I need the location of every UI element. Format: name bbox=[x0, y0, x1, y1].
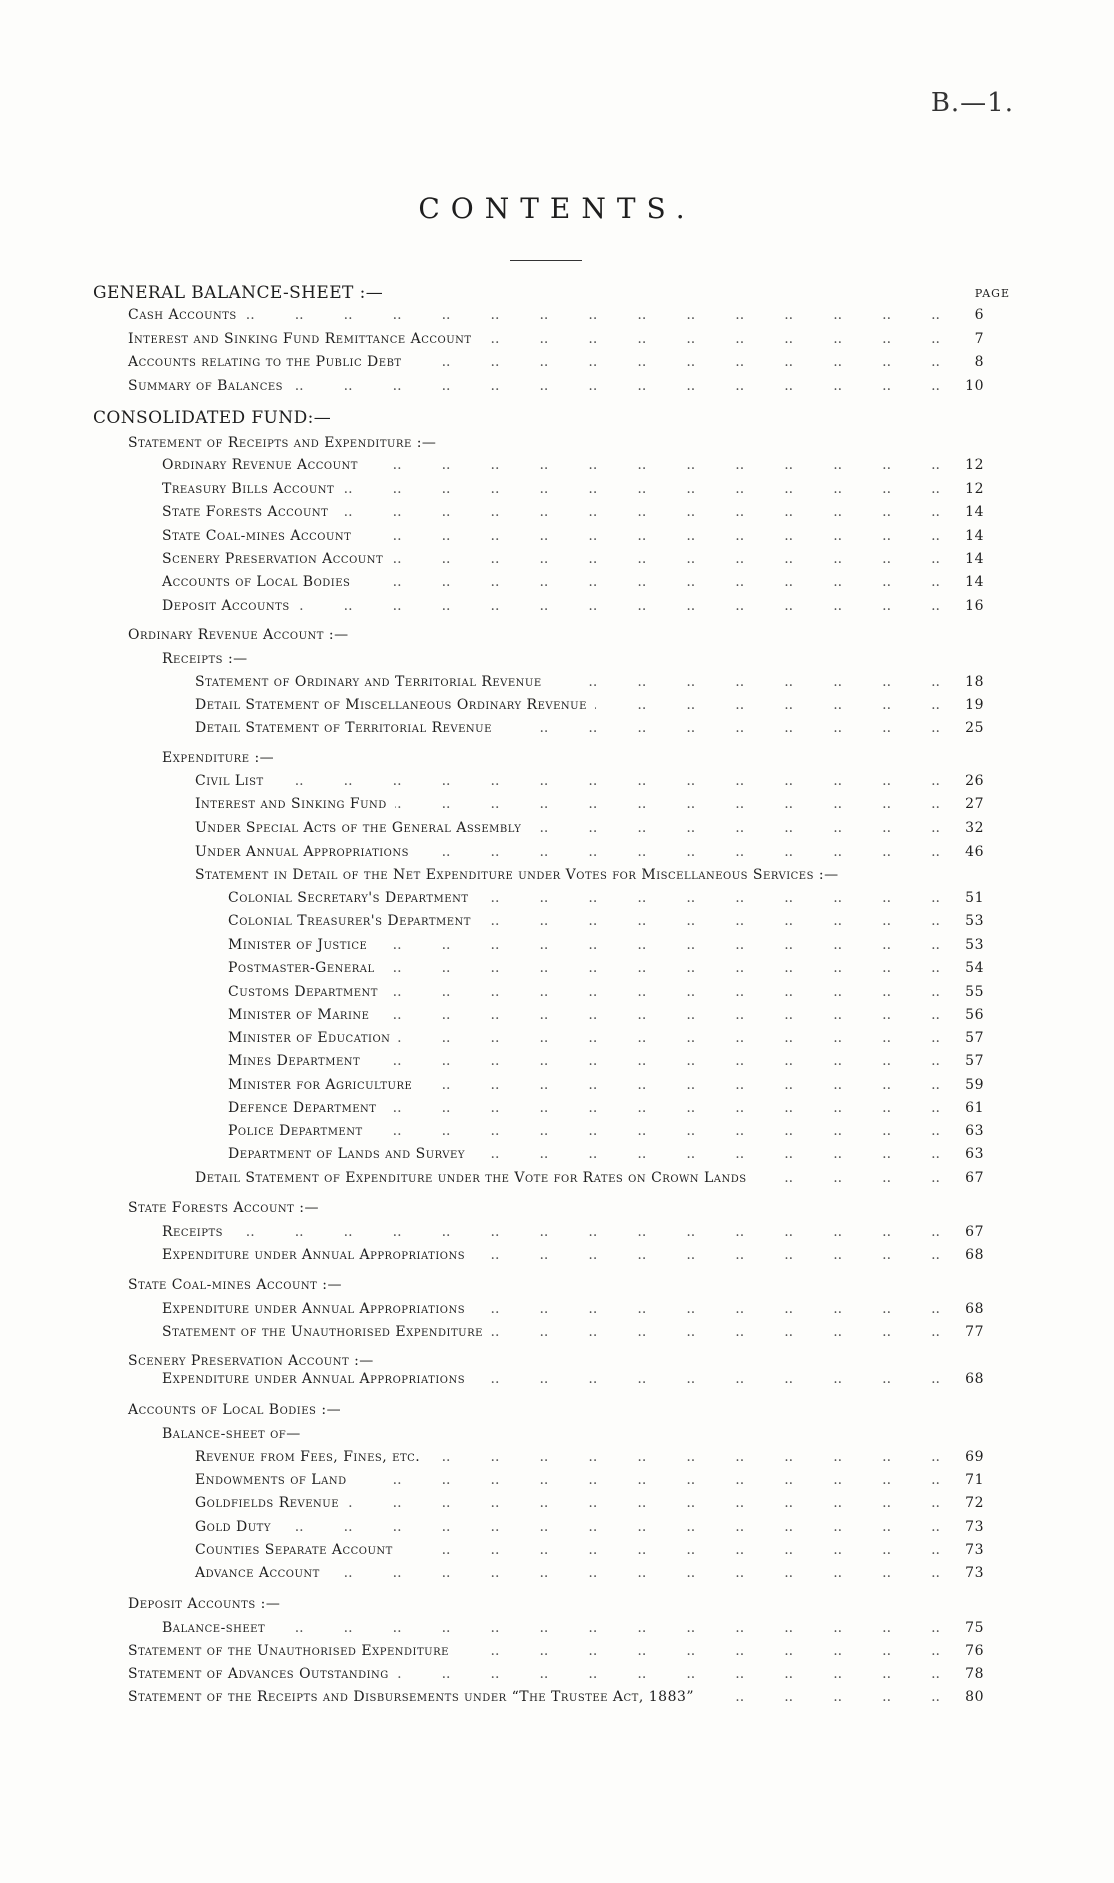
toc-entry-page: 68 bbox=[965, 1301, 984, 1317]
toc-entry-label: Department of Lands and Survey bbox=[228, 1146, 465, 1162]
toc-entry[interactable] bbox=[128, 1689, 984, 1711]
dot-leader bbox=[366, 457, 940, 473]
toc-entry-label: Scenery Preservation Account bbox=[162, 551, 384, 567]
dot-leader bbox=[702, 1689, 940, 1705]
toc-entry-label: State Forests Account bbox=[162, 504, 329, 520]
toc-entry[interactable] bbox=[228, 1030, 984, 1052]
receipts-heading: Receipts :— bbox=[162, 651, 248, 667]
toc-entry-label: Minister of Justice bbox=[228, 937, 368, 953]
page-column-heading: PAGE bbox=[974, 287, 1010, 300]
dot-leader bbox=[328, 1565, 940, 1581]
toc-entry-label: Expenditure under Annual Appropriations bbox=[162, 1301, 466, 1317]
toc-entry-page: 19 bbox=[965, 697, 984, 713]
toc-entry-label: Minister of Marine bbox=[228, 1007, 370, 1023]
toc-entry-label: Statement of the Unauthorised Expenditure bbox=[162, 1324, 483, 1340]
toc-entry-page: 32 bbox=[965, 820, 984, 836]
dot-leader bbox=[595, 697, 940, 713]
toc-entry-label: Statement of Advances Outstanding bbox=[128, 1666, 389, 1682]
toc-entry-label: Minister of Education bbox=[228, 1030, 391, 1046]
toc-entry-page: 73 bbox=[965, 1519, 984, 1535]
toc-entry-page: 51 bbox=[965, 890, 984, 906]
expenditure-heading: Expenditure :— bbox=[162, 750, 275, 766]
dot-leader bbox=[410, 354, 940, 370]
toc-entry[interactable] bbox=[162, 1324, 984, 1346]
dot-leader bbox=[355, 1472, 940, 1488]
toc-entry[interactable] bbox=[195, 1472, 984, 1494]
toc-entry-label: Statement of the Unauthorised Expenditure bbox=[128, 1643, 449, 1659]
toc-entry-label: Statement of Ordinary and Territorial Revenue bbox=[195, 674, 542, 690]
toc-entry[interactable] bbox=[128, 1666, 984, 1688]
toc-entry-label: Colonial Treasurer's Department bbox=[228, 913, 471, 929]
toc-entry-page: 18 bbox=[965, 674, 984, 690]
dot-leader bbox=[298, 598, 940, 614]
toc-entry[interactable] bbox=[195, 674, 984, 696]
toc-entry-page: 14 bbox=[965, 504, 984, 520]
dot-leader bbox=[342, 481, 940, 497]
toc-entry[interactable] bbox=[162, 481, 984, 503]
toc-entry-label: Postmaster-General bbox=[228, 960, 375, 976]
dot-leader bbox=[358, 574, 940, 590]
toc-entry-label: Detail Statement of Miscellaneous Ordinary Revenue bbox=[195, 697, 587, 713]
toc-entry[interactable] bbox=[228, 890, 984, 912]
toc-entry-page: 80 bbox=[965, 1689, 984, 1705]
dot-leader bbox=[371, 1123, 940, 1139]
dot-leader bbox=[417, 844, 940, 860]
dot-leader bbox=[491, 1324, 940, 1340]
page-title: CONTENTS. bbox=[418, 192, 696, 225]
toc-entry-label: Customs Department bbox=[228, 984, 378, 1000]
deposit-accounts-heading: Deposit Accounts :— bbox=[128, 1596, 281, 1612]
dot-leader bbox=[529, 820, 940, 836]
toc-entry-page: 7 bbox=[974, 331, 984, 347]
toc-entry-label: Ordinary Revenue Account bbox=[162, 457, 358, 473]
scenery-preservation-heading: Scenery Preservation Account :— bbox=[128, 1353, 374, 1369]
toc-entry-label: Interest and Sinking Fund bbox=[195, 796, 387, 812]
toc-entry-label: Cash Accounts bbox=[128, 307, 237, 323]
toc-entry[interactable] bbox=[128, 331, 984, 353]
toc-entry[interactable] bbox=[195, 1542, 984, 1564]
votes-miscellaneous-heading: Statement in Detail of the Net Expenditure under Votes for Miscellaneous Services :— bbox=[195, 867, 839, 883]
toc-entry[interactable] bbox=[228, 984, 984, 1006]
toc-entry-page: 63 bbox=[965, 1146, 984, 1162]
local-bodies-heading: Accounts of Local Bodies :— bbox=[128, 1402, 342, 1418]
dot-leader bbox=[231, 1224, 940, 1240]
toc-entry-page: 67 bbox=[965, 1224, 984, 1240]
dot-leader bbox=[336, 504, 940, 520]
dot-leader bbox=[395, 796, 940, 812]
dot-leader bbox=[245, 307, 940, 323]
dot-leader bbox=[273, 1620, 940, 1636]
toc-entry-page: 57 bbox=[965, 1053, 984, 1069]
toc-entry[interactable] bbox=[162, 1371, 984, 1393]
toc-entry-label: Counties Separate Account bbox=[195, 1542, 393, 1558]
toc-entry-label: Balance-sheet bbox=[162, 1620, 266, 1636]
toc-entry-page: 73 bbox=[965, 1565, 984, 1581]
dot-leader bbox=[473, 1371, 940, 1387]
toc-entry[interactable] bbox=[162, 1247, 984, 1269]
toc-entry-page: 69 bbox=[965, 1449, 984, 1465]
toc-entry-page: 76 bbox=[965, 1643, 984, 1659]
statement-receipts-expenditure-heading: Statement of Receipts and Expenditure :— bbox=[128, 435, 437, 451]
toc-entry-page: 71 bbox=[965, 1472, 984, 1488]
toc-entry-page: 77 bbox=[965, 1324, 984, 1340]
toc-entry[interactable] bbox=[195, 1170, 984, 1192]
toc-entry-page: 14 bbox=[965, 551, 984, 567]
dot-leader bbox=[755, 1170, 940, 1186]
toc-entry-page: 12 bbox=[965, 457, 984, 473]
dot-leader bbox=[377, 1007, 940, 1023]
toc-entry-label: Expenditure under Annual Appropriations bbox=[162, 1247, 466, 1263]
toc-entry-page: 53 bbox=[965, 913, 984, 929]
state-forests-heading: State Forests Account :— bbox=[128, 1200, 319, 1216]
toc-entry[interactable] bbox=[128, 1643, 984, 1665]
dot-leader bbox=[384, 1100, 940, 1116]
toc-entry-page: 55 bbox=[965, 984, 984, 1000]
toc-entry[interactable] bbox=[162, 457, 984, 479]
dot-leader bbox=[368, 1053, 940, 1069]
toc-entry[interactable] bbox=[195, 1449, 984, 1471]
general-balance-sheet-heading: GENERAL BALANCE-SHEET :— bbox=[93, 283, 384, 303]
dot-leader bbox=[473, 1301, 940, 1317]
toc-entry-label: Accounts of Local Bodies bbox=[162, 574, 351, 590]
toc-entry-page: 26 bbox=[965, 773, 984, 789]
toc-entry[interactable] bbox=[162, 528, 984, 550]
toc-entry[interactable] bbox=[162, 504, 984, 526]
toc-entry[interactable] bbox=[195, 773, 984, 795]
dot-leader bbox=[401, 1542, 940, 1558]
dot-leader bbox=[291, 378, 940, 394]
toc-entry-page: 75 bbox=[965, 1620, 984, 1636]
toc-entry-label: Police Department bbox=[228, 1123, 363, 1139]
toc-entry-page: 25 bbox=[965, 720, 984, 736]
dot-leader bbox=[279, 1519, 940, 1535]
toc-entry-label: State Coal-mines Account bbox=[162, 528, 352, 544]
dot-leader bbox=[550, 674, 940, 690]
toc-entry[interactable] bbox=[195, 796, 984, 818]
toc-entry[interactable] bbox=[162, 1301, 984, 1323]
toc-entry[interactable] bbox=[228, 937, 984, 959]
toc-entry-label: Revenue from Fees, Fines, etc. bbox=[195, 1449, 421, 1465]
toc-entry-page: 63 bbox=[965, 1123, 984, 1139]
dot-leader bbox=[347, 1495, 940, 1511]
toc-entry-label: Summary of Balances bbox=[128, 378, 284, 394]
toc-entry-label: Gold Duty bbox=[195, 1519, 271, 1535]
toc-entry-page: 6 bbox=[974, 307, 984, 323]
toc-entry-page: 54 bbox=[965, 960, 984, 976]
toc-entry-page: 73 bbox=[965, 1542, 984, 1558]
toc-entry[interactable] bbox=[228, 1100, 984, 1122]
toc-entry[interactable] bbox=[228, 1077, 984, 1099]
toc-entry-page: 10 bbox=[965, 378, 984, 394]
dot-leader bbox=[359, 528, 940, 544]
toc-entry-page: 72 bbox=[965, 1495, 984, 1511]
toc-entry-page: 14 bbox=[965, 528, 984, 544]
toc-entry-page: 56 bbox=[965, 1007, 984, 1023]
toc-entry[interactable] bbox=[195, 697, 984, 719]
dot-leader bbox=[473, 1247, 940, 1263]
toc-entry-label: Minister for Agriculture bbox=[228, 1077, 413, 1093]
dot-leader bbox=[272, 773, 940, 789]
toc-entry[interactable] bbox=[162, 598, 984, 620]
toc-entry-page: 12 bbox=[965, 481, 984, 497]
toc-entry-page: 46 bbox=[965, 844, 984, 860]
dot-leader bbox=[457, 1643, 940, 1659]
toc-entry-page: 16 bbox=[965, 598, 984, 614]
dot-leader bbox=[386, 984, 940, 1000]
toc-entry[interactable] bbox=[195, 720, 984, 742]
toc-entry[interactable] bbox=[195, 820, 984, 842]
toc-entry[interactable] bbox=[195, 1565, 984, 1587]
toc-entry[interactable] bbox=[195, 1519, 984, 1541]
dot-leader bbox=[383, 960, 940, 976]
toc-entry-label: Treasury Bills Account bbox=[162, 481, 335, 497]
dot-leader bbox=[500, 720, 940, 736]
dot-leader bbox=[398, 1030, 940, 1046]
toc-entry-label: Endowments of Land bbox=[195, 1472, 347, 1488]
toc-entry[interactable] bbox=[228, 913, 984, 935]
toc-entry-page: 59 bbox=[965, 1077, 984, 1093]
toc-entry[interactable] bbox=[128, 354, 984, 376]
toc-entry[interactable] bbox=[228, 1146, 984, 1168]
toc-entry-page: 61 bbox=[965, 1100, 984, 1116]
toc-entry[interactable] bbox=[162, 1224, 984, 1246]
toc-entry-page: 68 bbox=[965, 1371, 984, 1387]
dot-leader bbox=[397, 1666, 940, 1682]
toc-entry-label: Receipts bbox=[162, 1224, 223, 1240]
toc-entry-label: Under Annual Appropriations bbox=[195, 844, 409, 860]
toc-entry-page: 57 bbox=[965, 1030, 984, 1046]
dot-leader bbox=[480, 331, 940, 347]
toc-entry-page: 14 bbox=[965, 574, 984, 590]
dot-leader bbox=[473, 1146, 940, 1162]
toc-entry-label: Interest and Sinking Fund Remittance Account bbox=[128, 331, 472, 347]
toc-entry[interactable] bbox=[228, 1007, 984, 1029]
toc-entry[interactable] bbox=[228, 1123, 984, 1145]
toc-entry-label: Statement of the Receipts and Disbursements under “The Trustee Act, 1883” bbox=[128, 1689, 695, 1705]
consolidated-fund-heading: CONSOLIDATED FUND:— bbox=[93, 408, 332, 428]
dot-leader bbox=[479, 913, 940, 929]
ordinary-revenue-heading: Ordinary Revenue Account :— bbox=[128, 627, 349, 643]
toc-entry-label: Advance Account bbox=[195, 1565, 320, 1581]
toc-entry-page: 67 bbox=[965, 1170, 984, 1186]
dot-leader bbox=[420, 1077, 940, 1093]
toc-entry[interactable] bbox=[228, 1053, 984, 1075]
dot-leader bbox=[391, 551, 940, 567]
state-coal-mines-heading: State Coal-mines Account :— bbox=[128, 1277, 342, 1293]
toc-entry-label: Accounts relating to the Public Debt bbox=[128, 354, 402, 370]
toc-entry[interactable] bbox=[162, 551, 984, 573]
toc-entry-label: Goldfields Revenue bbox=[195, 1495, 340, 1511]
toc-entry-page: 78 bbox=[965, 1666, 984, 1682]
title-rule bbox=[510, 260, 582, 261]
toc-entry-label: Defence Department bbox=[228, 1100, 377, 1116]
dot-leader bbox=[375, 937, 940, 953]
toc-entry-page: 53 bbox=[965, 937, 984, 953]
toc-entry-label: Under Special Acts of the General Assembly bbox=[195, 820, 522, 836]
toc-entry[interactable] bbox=[162, 1620, 984, 1642]
dot-leader bbox=[477, 890, 941, 906]
toc-entry-label: Mines Department bbox=[228, 1053, 361, 1069]
toc-entry[interactable] bbox=[128, 307, 984, 329]
toc-entry[interactable] bbox=[195, 1495, 984, 1517]
toc-entry-page: 27 bbox=[965, 796, 984, 812]
toc-entry[interactable] bbox=[128, 378, 984, 400]
toc-entry-label: Detail Statement of Territorial Revenue bbox=[195, 720, 492, 736]
toc-entry-label: Civil List bbox=[195, 773, 264, 789]
toc-entry-label: Detail Statement of Expenditure under the Vote for Rates on Crown Lands bbox=[195, 1170, 747, 1186]
balance-sheet-of-heading: Balance-sheet of— bbox=[162, 1426, 301, 1442]
toc-entry-label: Deposit Accounts bbox=[162, 598, 290, 614]
toc-entry[interactable] bbox=[195, 844, 984, 866]
toc-entry[interactable] bbox=[228, 960, 984, 982]
document-reference: B.—1. bbox=[930, 88, 1014, 118]
toc-entry-label: Expenditure under Annual Appropriations bbox=[162, 1371, 466, 1387]
dot-leader bbox=[428, 1449, 940, 1465]
toc-entry-page: 68 bbox=[965, 1247, 984, 1263]
toc-entry[interactable] bbox=[162, 574, 984, 596]
toc-entry-label: Colonial Secretary's Department bbox=[228, 890, 469, 906]
toc-entry-page: 8 bbox=[974, 354, 984, 370]
